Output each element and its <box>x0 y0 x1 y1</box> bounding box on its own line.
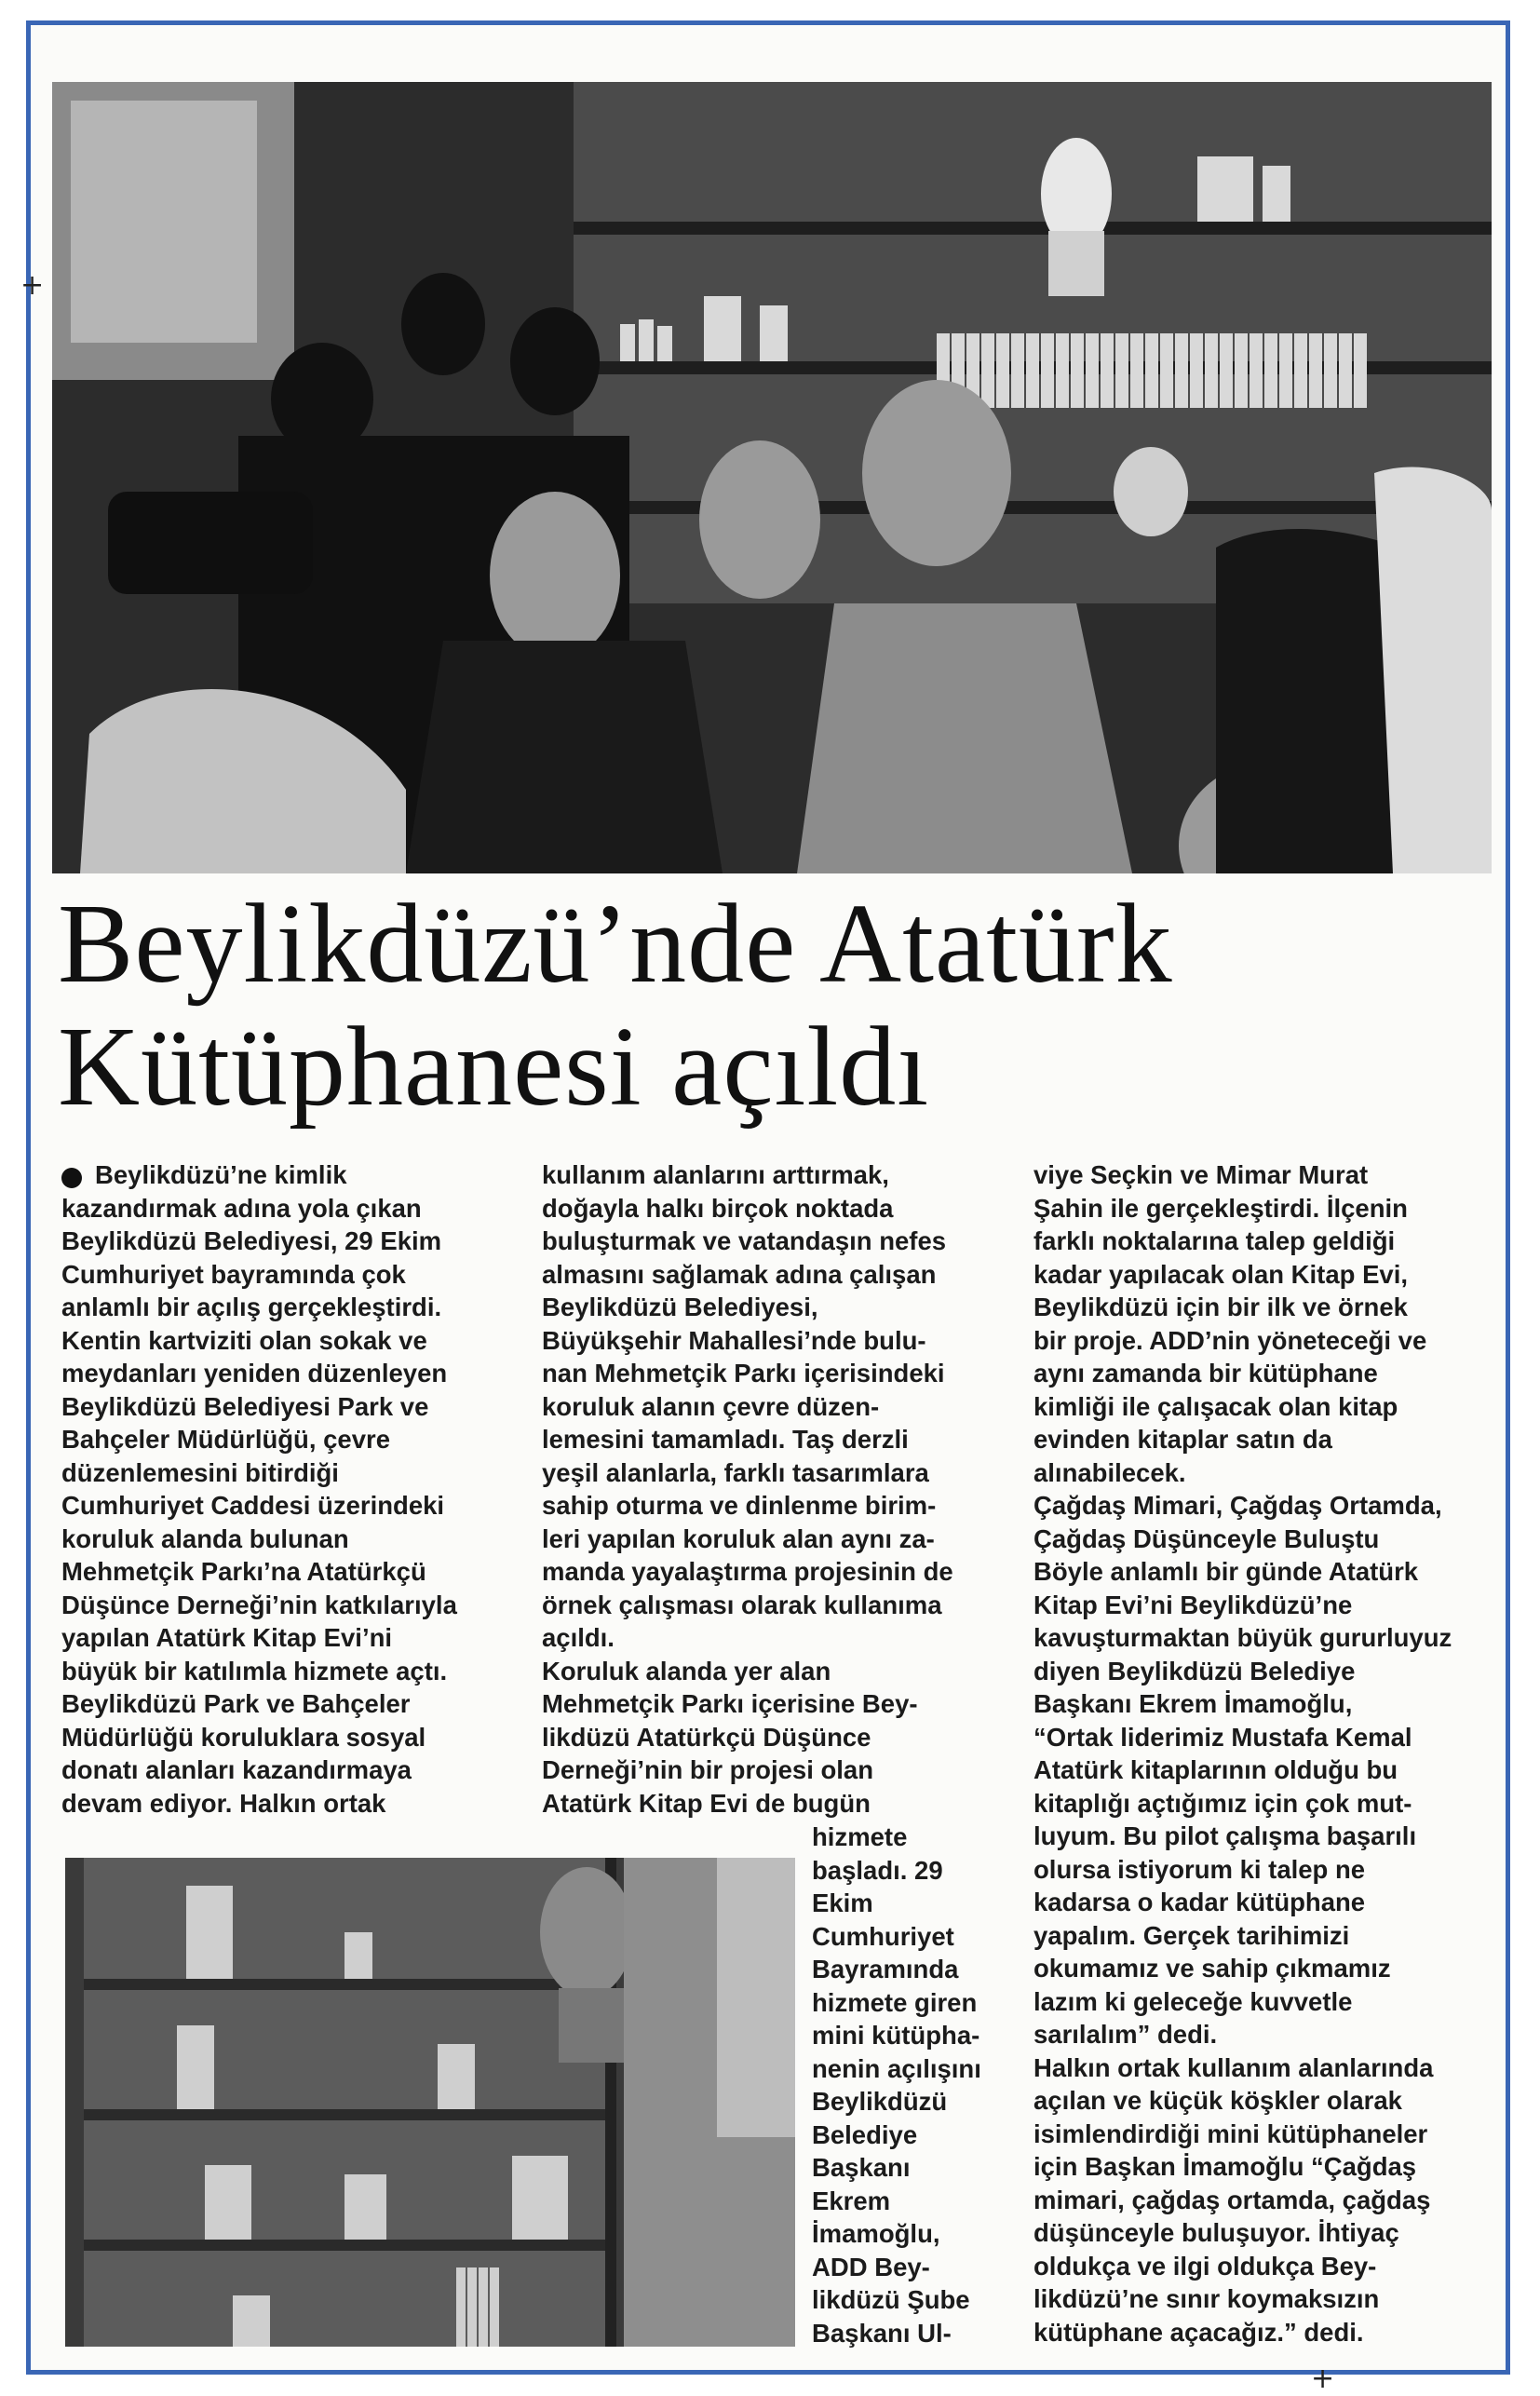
registration-mark-left: + <box>20 269 45 302</box>
article-column-1: Beylikdüzü’ne kimlik kazandırmak adına yola çıkan Beylikdüzü Belediyesi, 29 Ekim Cumhuriyet bayramında çok anlamlı bir açılış gerçekleştirdi. Kentin kartviziti olan sokak ve meydanları yeniden düzenleyen Beylikdüzü Belediyesi Park ve Bahçeler Müdürlüğü, çevre düzenlemesini bitirdiği Cumhuriyet Caddesi üzerindeki koruluk alanda bulunan Mehmetçik Parkı’na Atatürkçü Düşünce Derneği’nin katkılarıyla yapılan Atatürk Kitap Evi’ni büyük bir katılımla hizmete açtı. Beylikdüzü Park ve Bahçeler Müdürlüğü koruluklara sosyal donatı alanları kazandırmaya devam ediyor. Halkın ortak <box>61 1160 457 1818</box>
main-photo <box>52 82 1492 873</box>
registration-mark-bottom: + <box>1311 2362 1335 2395</box>
bookshelf-photo <box>65 1858 795 2347</box>
article-column-3: viye Seçkin ve Mimar Murat Şahin ile gerçekleştirdi. İlçenin farklı noktalarına talep geldiği kadar yapılacak olan Kitap Evi, Beylikdüzü için bir ilk ve örnek bir proje. ADD’nin yöneteceği ve aynı zamanda bir kütüphane kimliği ile çalışacak olan kitap evinden kitaplar satın da alınabilecek. Çağdaş Mimari, Çağdaş Ortamda, Çağdaş Düşünceyle Buluştu Böyle anlamlı bir günde Atatürk Kitap Evi’ni Beylikdüzü’ne kavuşturmaktan büyük gururluyuz diyen Beylikdüzü Belediye Başkanı Ekrem İmamoğlu, “Ortak liderimiz Mustafa Kemal Atatürk kitaplarının olduğu bu kitaplığı açtığımız için çok mut- luyum. Bu pilot çalışma başarılı olursa istiyorum ki talep ne kadarsa o kadar kütüphane yapalım. Gerçek tarihimizi okumamız ve sahip çıkmamız lazım ki geleceğe kuvvetle sarılalım” dedi. Halkın ortak kullanım alanlarında açılan ve küçük köşkler olarak isimlendirdiği mini kütüphaneler için Başkan İmamoğlu “Çağdaş mimari, çağdaş ortamda, çağdaş düşünceyle buluşuyor. İhtiyaç oldukça ve ilgi oldukça Bey- likdüzü’ne sınır koymaksızın kütüphane açacağız.” dedi. <box>1033 1160 1452 2347</box>
article-column-2-continued: hizmete başladı. 29 Ekim Cumhuriyet Bayramında hizmete giren mini kütüpha- nenin açılışını Beylikdüzü Belediye Başkanı Ekrem İmamoğlu, ADD Bey- likdüzü Şube Başkanı Ul- <box>812 1822 981 2348</box>
article-column-2: kullanım alanlarını arttırmak, doğayla halkı birçok noktada buluşturmak ve vatandaşın nefes almasını sağlamak adına çalışan Beylikdüzü Belediyesi, Büyükşehir Mahallesi’nde bulu- nan Mehmetçik Parkı içerisindeki koruluk alanın çevre düzen- lemesini tamamladı. Taş derzli yeşil alanlarla, farklı tasarımlara sahip oturma ve dinlenme birim- leri yapılan koruluk alan aynı za- manda yayalaştırma projesinin de örnek çalışması olarak kullanıma açıldı. Koruluk alanda yer alan Mehmetçik Parkı içerisine Bey- likdüzü Atatürkçü Düşünce Derneği’nin bir projesi olan Atatürk Kitap Evi de bugün <box>542 1160 953 1818</box>
article-headline: Beylikdüzü’nde Atatürk Kütüphanesi açıldı <box>58 881 1173 1130</box>
